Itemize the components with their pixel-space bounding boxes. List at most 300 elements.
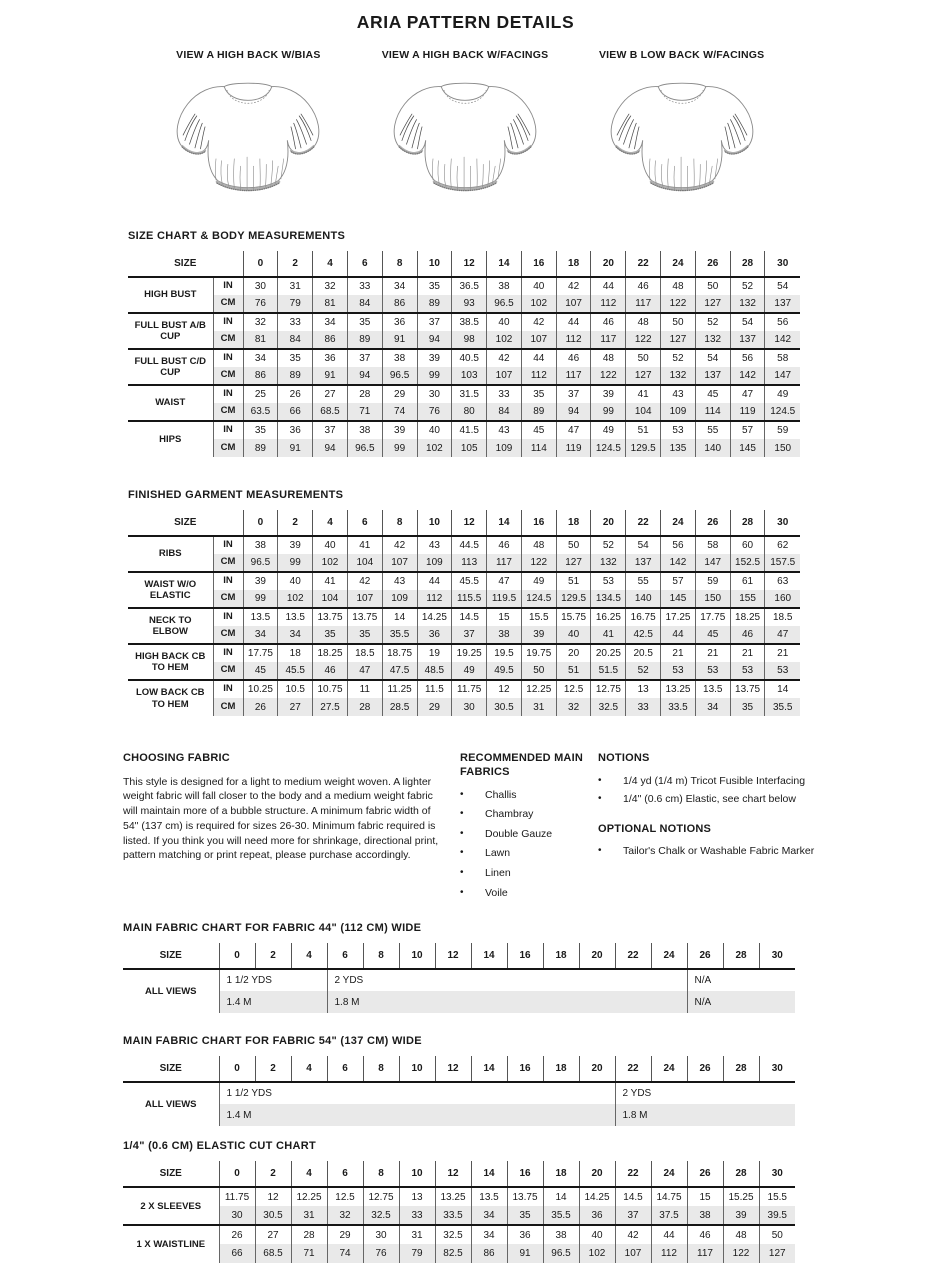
value-cell: 13.5 xyxy=(471,1187,507,1206)
value-cell: 36 xyxy=(417,626,452,644)
value-cell: 13.25 xyxy=(661,680,696,698)
value-cell: 35 xyxy=(278,349,313,367)
value-cell: 12.25 xyxy=(521,680,556,698)
value-cell: 56 xyxy=(765,313,800,331)
value-cell: 68.5 xyxy=(313,403,348,421)
value-cell: 129.5 xyxy=(556,590,591,608)
unit-label: IN xyxy=(213,277,243,295)
value-cell: 10.5 xyxy=(278,680,313,698)
view-label: VIEW B LOW BACK W/FACINGS xyxy=(598,49,765,61)
bullet-icon: • xyxy=(460,788,464,800)
body-measurements-table xyxy=(128,251,931,457)
value-cell: 152.5 xyxy=(730,554,765,572)
value-cell: 109 xyxy=(661,403,696,421)
value-cell: 142 xyxy=(661,554,696,572)
value-cell: 26 xyxy=(219,1225,255,1244)
value-cell: 60 xyxy=(730,536,765,554)
value-cell: 112 xyxy=(651,1244,687,1263)
size-header: 10 xyxy=(399,1161,435,1187)
size-header: 20 xyxy=(579,1056,615,1082)
value-cell: 104 xyxy=(313,590,348,608)
value-cell: 122 xyxy=(591,367,626,385)
row-label: HIGH BACK CB TO HEM xyxy=(128,644,213,680)
value-cell: 40 xyxy=(556,626,591,644)
value-cell: 16.25 xyxy=(591,608,626,626)
unit-label: IN xyxy=(213,349,243,367)
value-cell: 35.5 xyxy=(543,1206,579,1225)
centimeters-row xyxy=(128,626,800,644)
value-cell: 31 xyxy=(291,1206,327,1225)
value-cell: 57 xyxy=(730,421,765,439)
size-column-header: SIZE xyxy=(123,943,219,969)
recommended-fabrics-column xyxy=(460,752,598,906)
inches-row xyxy=(123,969,795,991)
bullet-icon: • xyxy=(598,845,602,857)
inches-row xyxy=(128,385,800,403)
bullet-item xyxy=(460,789,598,802)
size-header: 24 xyxy=(651,1161,687,1187)
value-cell: 140 xyxy=(695,439,730,457)
value-cell: 15.25 xyxy=(723,1187,759,1206)
value-cell: 91 xyxy=(278,439,313,457)
value-cell: 89 xyxy=(417,295,452,313)
value-cell: 94 xyxy=(556,403,591,421)
value-cell: 12.25 xyxy=(291,1187,327,1206)
size-header: 28 xyxy=(730,510,765,536)
value-cell: 17.75 xyxy=(695,608,730,626)
value-cell: 38.5 xyxy=(452,313,487,331)
value-cell: 122 xyxy=(661,295,696,313)
bullet-item xyxy=(598,775,848,788)
value-cell: 52 xyxy=(626,662,661,680)
size-header: 4 xyxy=(313,510,348,536)
value-cell: 52 xyxy=(730,277,765,295)
unit-label: CM xyxy=(213,626,243,644)
value-cell: 30.5 xyxy=(487,698,522,716)
value-cell: 15 xyxy=(687,1187,723,1206)
size-header: 22 xyxy=(615,1056,651,1082)
value-cell: 18.25 xyxy=(313,644,348,662)
row-label: FULL BUST A/B CUP xyxy=(128,313,213,349)
value-cell: 35.5 xyxy=(765,698,800,716)
value-cell: 52 xyxy=(695,313,730,331)
unit-label: IN xyxy=(213,385,243,403)
data-table xyxy=(128,251,800,457)
row-label: NECK TO ELBOW xyxy=(128,608,213,644)
size-header: 2 xyxy=(255,1056,291,1082)
data-table xyxy=(123,943,795,1013)
value-cell: 31.5 xyxy=(452,385,487,403)
value-cell: 18.5 xyxy=(347,644,382,662)
value-cell: 18 xyxy=(278,644,313,662)
value-cell: 137 xyxy=(730,331,765,349)
size-header: 10 xyxy=(399,943,435,969)
value-cell: 34 xyxy=(278,626,313,644)
value-cell: 31 xyxy=(278,277,313,295)
size-header: 8 xyxy=(363,943,399,969)
value-cell: 13 xyxy=(626,680,661,698)
value-cell: 43 xyxy=(382,572,417,590)
size-header: 22 xyxy=(615,943,651,969)
value-cell: 147 xyxy=(765,367,800,385)
data-table xyxy=(128,510,800,716)
value-cell: 12.5 xyxy=(556,680,591,698)
size-header: 4 xyxy=(291,943,327,969)
size-header: 2 xyxy=(255,943,291,969)
value-cell: 49 xyxy=(521,572,556,590)
value-cell: 21 xyxy=(765,644,800,662)
value-cell: 47 xyxy=(487,572,522,590)
value-cell: 137 xyxy=(695,367,730,385)
value-cell: 48 xyxy=(723,1225,759,1244)
centimeters-row xyxy=(128,554,800,572)
value-cell: 37 xyxy=(556,385,591,403)
value-cell: 37 xyxy=(615,1206,651,1225)
size-header: 6 xyxy=(327,1056,363,1082)
value-cell: 84 xyxy=(347,295,382,313)
value-cell: 86 xyxy=(382,295,417,313)
value-cell: 107 xyxy=(521,331,556,349)
bullet-item xyxy=(598,793,848,806)
value-cell: 61 xyxy=(730,572,765,590)
value-cell: 35 xyxy=(347,313,382,331)
value-cell: 40 xyxy=(487,313,522,331)
bullet-item xyxy=(460,847,598,860)
size-header: 16 xyxy=(507,943,543,969)
garment-illustration xyxy=(152,67,344,205)
value-cell: 10.25 xyxy=(243,680,278,698)
value-cell: 47 xyxy=(765,626,800,644)
value-cell: 84 xyxy=(278,331,313,349)
value-cell: 37 xyxy=(417,313,452,331)
value-cell: 18.5 xyxy=(765,608,800,626)
size-header: 26 xyxy=(687,1161,723,1187)
choosing-fabric-column xyxy=(123,752,460,906)
bullet-text: 1/4 yd (1/4 m) Tricot Fusible Interfacing xyxy=(623,774,806,787)
notions-column xyxy=(598,752,848,906)
value-cell: 39 xyxy=(521,626,556,644)
value-cell: 50 xyxy=(521,662,556,680)
value-cell: 13.75 xyxy=(313,608,348,626)
centimeters-row xyxy=(123,1104,795,1126)
row-label: WAIST W/O ELASTIC xyxy=(128,572,213,608)
value-cell: 109 xyxy=(487,439,522,457)
value-cell: 98 xyxy=(452,331,487,349)
value-cell: 34 xyxy=(313,313,348,331)
centimeters-row xyxy=(123,1244,795,1263)
value-cell: 32 xyxy=(327,1206,363,1225)
size-header: 8 xyxy=(382,251,417,277)
value-cell: 17.25 xyxy=(661,608,696,626)
value-cell: 42 xyxy=(615,1225,651,1244)
value-cell: 53 xyxy=(730,662,765,680)
size-header: 26 xyxy=(695,251,730,277)
value-cell: 42 xyxy=(521,313,556,331)
value-cell: 29 xyxy=(327,1225,363,1244)
value-cell: 117 xyxy=(591,331,626,349)
value-cell: 14 xyxy=(543,1187,579,1206)
value-cell: 63 xyxy=(765,572,800,590)
value-cell: 119 xyxy=(556,439,591,457)
value-cell: 160 xyxy=(765,590,800,608)
value-cell: 104 xyxy=(626,403,661,421)
value-cell: 39 xyxy=(278,536,313,554)
size-header: 6 xyxy=(347,251,382,277)
value-cell: 127 xyxy=(661,331,696,349)
value-cell: 96.5 xyxy=(543,1244,579,1263)
size-header: 24 xyxy=(661,510,696,536)
value-cell: 117 xyxy=(487,554,522,572)
value-cell: 46 xyxy=(687,1225,723,1244)
bullet-text: Voile xyxy=(485,886,508,899)
size-header: 16 xyxy=(507,1056,543,1082)
value-cell: 115.5 xyxy=(452,590,487,608)
data-table xyxy=(123,1161,795,1263)
size-header: 18 xyxy=(543,943,579,969)
size-header: 26 xyxy=(695,510,730,536)
value-cell: 21 xyxy=(730,644,765,662)
value-cell: 71 xyxy=(347,403,382,421)
value-cell: 102 xyxy=(579,1244,615,1263)
value-cell: 103 xyxy=(452,367,487,385)
size-header: 28 xyxy=(730,251,765,277)
unit-label: IN xyxy=(213,680,243,698)
unit-label: CM xyxy=(213,662,243,680)
value-cell: 113 xyxy=(452,554,487,572)
centimeters-row xyxy=(123,1206,795,1225)
value-cell: 109 xyxy=(382,590,417,608)
size-header: 30 xyxy=(759,1161,795,1187)
bullet-icon: • xyxy=(460,886,464,898)
value-cell: 41 xyxy=(626,385,661,403)
unit-label: IN xyxy=(213,313,243,331)
size-header: 16 xyxy=(521,251,556,277)
value-cell: 30 xyxy=(417,385,452,403)
size-header: 14 xyxy=(471,943,507,969)
size-header: 12 xyxy=(435,1056,471,1082)
value-cell: 81 xyxy=(243,331,278,349)
unit-label: CM xyxy=(213,331,243,349)
recommended-fabrics-list xyxy=(460,789,598,900)
value-cell: 127 xyxy=(759,1244,795,1263)
value-cell: 11.75 xyxy=(452,680,487,698)
value-cell: 36 xyxy=(278,421,313,439)
value-cell: 31 xyxy=(399,1225,435,1244)
recommended-fabrics-heading: RECOMMENDED MAIN FABRICS xyxy=(460,752,583,778)
value-cell: 44.5 xyxy=(452,536,487,554)
value-cell: 35 xyxy=(347,626,382,644)
garment-views xyxy=(140,49,790,210)
size-header: 4 xyxy=(291,1056,327,1082)
bullet-icon: • xyxy=(460,827,464,839)
value-cell: 46 xyxy=(556,349,591,367)
value-cell: 41 xyxy=(347,536,382,554)
value-cell: 14.25 xyxy=(417,608,452,626)
value-cell: 79 xyxy=(278,295,313,313)
value-cell: 45 xyxy=(521,421,556,439)
optional-notions-list xyxy=(598,845,848,858)
value-cell: 41 xyxy=(313,572,348,590)
value-cell: 132 xyxy=(730,295,765,313)
value-cell: 34 xyxy=(695,698,730,716)
value-cell: 11.5 xyxy=(417,680,452,698)
value-cell: 107 xyxy=(615,1244,651,1263)
value-cell: 49 xyxy=(591,421,626,439)
inches-row xyxy=(123,1082,795,1104)
bullet-text: Challis xyxy=(485,788,517,801)
value-cell: 1.4 M xyxy=(219,991,327,1013)
inches-row xyxy=(128,572,800,590)
centimeters-row xyxy=(128,439,800,457)
value-cell: 71 xyxy=(291,1244,327,1263)
value-cell: 91 xyxy=(507,1244,543,1263)
value-cell: 102 xyxy=(487,331,522,349)
value-cell: 135 xyxy=(661,439,696,457)
value-cell: 86 xyxy=(313,331,348,349)
bullet-text: Lawn xyxy=(485,847,511,860)
garment-view-b-facings xyxy=(573,49,790,210)
size-header: 22 xyxy=(626,251,661,277)
value-cell: 93 xyxy=(452,295,487,313)
value-cell: 15 xyxy=(487,608,522,626)
fabric-chart-44-table xyxy=(123,943,931,1013)
value-cell: 134.5 xyxy=(591,590,626,608)
value-cell: 50 xyxy=(759,1225,795,1244)
value-cell: 66 xyxy=(278,403,313,421)
value-cell: 50 xyxy=(695,277,730,295)
centimeters-row xyxy=(123,991,795,1013)
value-cell: 142 xyxy=(765,331,800,349)
value-cell: 89 xyxy=(347,331,382,349)
size-header: 10 xyxy=(399,1056,435,1082)
value-cell: 46 xyxy=(626,277,661,295)
value-cell: 46 xyxy=(487,536,522,554)
value-cell: 10.75 xyxy=(313,680,348,698)
value-cell: 34 xyxy=(243,626,278,644)
value-cell: 51 xyxy=(626,421,661,439)
value-cell: 45.5 xyxy=(452,572,487,590)
value-cell: 13.5 xyxy=(695,680,730,698)
value-cell: 34 xyxy=(382,277,417,295)
value-cell: 96.5 xyxy=(487,295,522,313)
bullet-text: Tailor's Chalk or Washable Fabric Marker xyxy=(623,845,815,858)
size-header: 0 xyxy=(219,1161,255,1187)
value-cell: 102 xyxy=(417,439,452,457)
value-cell: 112 xyxy=(556,331,591,349)
size-header: 2 xyxy=(278,510,313,536)
size-header: 18 xyxy=(543,1161,579,1187)
size-column-header: SIZE xyxy=(123,1161,219,1187)
value-cell: 40 xyxy=(417,421,452,439)
size-header-row xyxy=(123,1056,795,1082)
value-cell: 94 xyxy=(313,439,348,457)
value-cell: 36 xyxy=(507,1225,543,1244)
size-header: 30 xyxy=(759,1056,795,1082)
value-cell: 41 xyxy=(591,626,626,644)
size-header: 4 xyxy=(291,1161,327,1187)
value-cell: 19.25 xyxy=(452,644,487,662)
value-cell: 28 xyxy=(291,1225,327,1244)
value-cell: 157.5 xyxy=(765,554,800,572)
value-cell: 37 xyxy=(347,349,382,367)
size-header: 14 xyxy=(471,1056,507,1082)
elastic-chart-title: 1/4" (0.6 CM) ELASTIC CUT CHART xyxy=(123,1140,316,1153)
choosing-fabric-heading: CHOOSING FABRIC xyxy=(123,752,230,764)
size-header: 14 xyxy=(487,251,522,277)
row-label: ALL VIEWS xyxy=(144,1099,197,1111)
value-cell: 137 xyxy=(626,554,661,572)
value-cell: 62 xyxy=(765,536,800,554)
value-cell: 31 xyxy=(521,698,556,716)
unit-label: CM xyxy=(213,698,243,716)
size-header: 20 xyxy=(579,943,615,969)
garment-view-a-facings xyxy=(357,49,574,210)
value-cell: 37 xyxy=(452,626,487,644)
value-cell: 81 xyxy=(313,295,348,313)
value-cell: 18.25 xyxy=(730,608,765,626)
value-cell: 14.25 xyxy=(579,1187,615,1206)
centimeters-row xyxy=(128,662,800,680)
value-cell: 44 xyxy=(591,277,626,295)
size-header: 26 xyxy=(687,1056,723,1082)
value-cell: 38 xyxy=(687,1206,723,1225)
value-cell: 58 xyxy=(695,536,730,554)
value-cell: 16.75 xyxy=(626,608,661,626)
value-cell: 29 xyxy=(417,698,452,716)
bullet-text: 1/4" (0.6 cm) Elastic, see chart below xyxy=(623,793,796,806)
bullet-item xyxy=(460,808,598,821)
value-cell: 32.5 xyxy=(435,1225,471,1244)
value-cell: 117 xyxy=(626,295,661,313)
value-cell: 117 xyxy=(556,367,591,385)
size-header: 6 xyxy=(347,510,382,536)
value-cell: 132 xyxy=(695,331,730,349)
row-label: LOW BACK CB TO HEM xyxy=(135,687,205,710)
value-cell: 54 xyxy=(695,349,730,367)
size-header: 16 xyxy=(521,510,556,536)
finished-measurements-table xyxy=(128,510,931,716)
value-cell: 142 xyxy=(730,367,765,385)
value-cell: 33 xyxy=(399,1206,435,1225)
choosing-fabric-text: This style is designed for a light to medium weight woven. A lighter weight fabric will fall closer to the body and a medium weight fabric will maintain more of a bubble structure. A minimum fabric width of 54" (137 cm) is required for sizes 26-30. Minimum fabric required is listed. If you think you will need more for shrinkage, directional print, pattern matching or print repeat, please purchase accordingly. xyxy=(123,775,439,862)
size-header: 4 xyxy=(313,251,348,277)
value-cell: 54 xyxy=(765,277,800,295)
value-cell: 32.5 xyxy=(363,1206,399,1225)
size-header: 18 xyxy=(543,1056,579,1082)
row-label: FULL BUST C/D CUP xyxy=(128,349,213,385)
value-cell: 40.5 xyxy=(452,349,487,367)
size-header: 16 xyxy=(507,1161,543,1187)
value-cell: 1 1/2 YDS xyxy=(219,969,327,991)
row-label: 1 X WAISTLINE xyxy=(136,1239,206,1251)
centimeters-row xyxy=(128,698,800,716)
value-cell: 102 xyxy=(278,590,313,608)
value-cell: 124.5 xyxy=(521,590,556,608)
value-cell: 17.75 xyxy=(243,644,278,662)
value-cell: 76 xyxy=(363,1244,399,1263)
row-label: 2 X SLEEVES xyxy=(123,1187,219,1225)
value-cell: 49 xyxy=(765,385,800,403)
value-cell: 117 xyxy=(687,1244,723,1263)
value-cell: 48.5 xyxy=(417,662,452,680)
value-cell: 50 xyxy=(626,349,661,367)
value-cell: 107 xyxy=(556,295,591,313)
value-cell: 11 xyxy=(347,680,382,698)
value-cell: 49.5 xyxy=(487,662,522,680)
view-label: VIEW A HIGH BACK W/BIAS xyxy=(176,49,321,61)
size-header: 22 xyxy=(626,510,661,536)
size-header: 28 xyxy=(723,1056,759,1082)
